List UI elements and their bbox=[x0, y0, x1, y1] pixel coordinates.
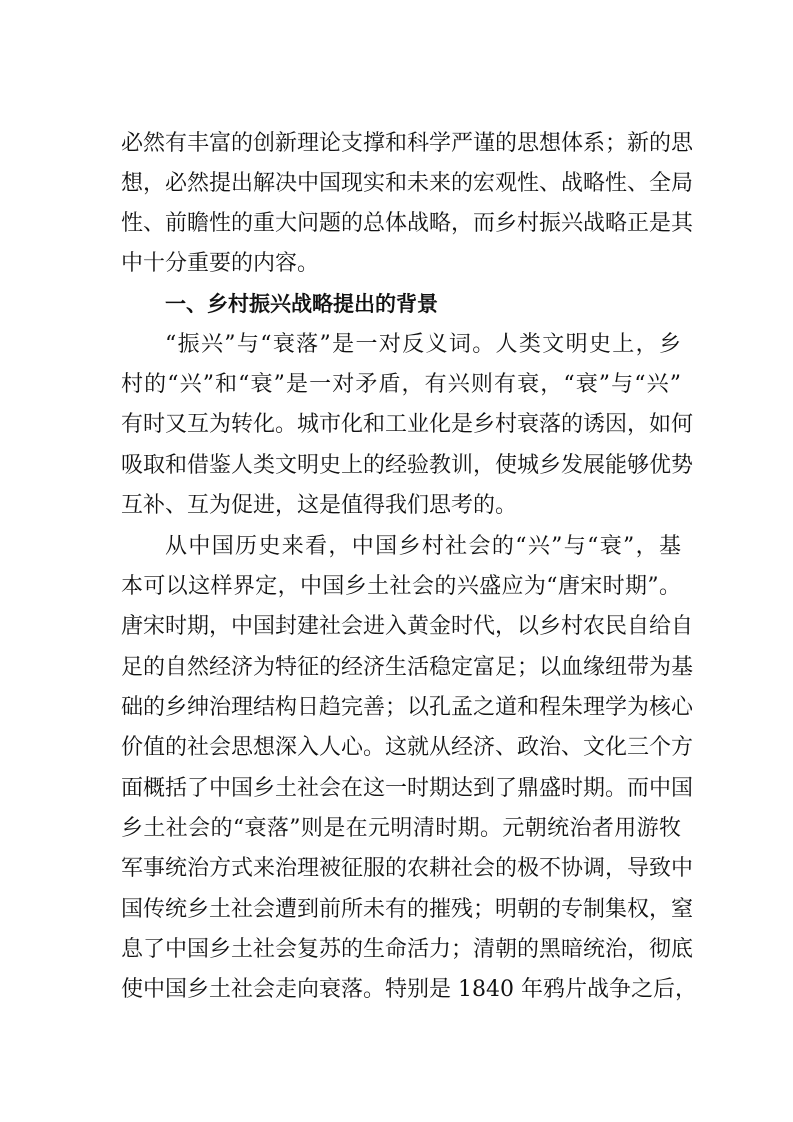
paragraph-2-line-4: 吸取和借鉴人类文明史上的经验教训，使城乡发展能够优势 bbox=[121, 453, 694, 478]
paragraph-3-line-9: 军事统治方式来治理被征服的农耕社会的极不协调，导致中 bbox=[121, 856, 694, 881]
paragraph-3-line-3: 唐宋时期，中国封建社会进入黄金时代，以乡村农民自给自 bbox=[121, 614, 694, 639]
paragraph-3-line-10: 国传统乡土社会遭到前所未有的摧残；明朝的专制集权，窒 bbox=[121, 897, 694, 922]
paragraph-3-line-1: 从中国历史来看，中国乡村社会的“兴”与“衰”，基 bbox=[165, 534, 681, 559]
paragraph-2-line-2: 村的“兴”和“衰”是一对矛盾，有兴则有衰，“衰”与“兴” bbox=[121, 372, 681, 397]
paragraph-2-line-1: “振兴”与“衰落”是一对反义词。人类文明史上，乡 bbox=[165, 332, 681, 357]
paragraph-3-line-6: 价值的社会思想深入人心。这就从经济、政治、文化三个方 bbox=[121, 735, 694, 760]
paragraph-1-line-3: 性、前瞻性的重大问题的总体战略，而乡村振兴战略正是其 bbox=[121, 211, 694, 236]
paragraph-3-line-7: 面概括了中国乡土社会在这一时期达到了鼎盛时期。而中国 bbox=[121, 776, 694, 801]
paragraph-1-line-1: 必然有丰富的创新理论支撑和科学严谨的思想体系；新的思 bbox=[121, 131, 694, 156]
paragraph-3-line-4: 足的自然经济为特征的经济生活稳定富足；以血缘纽带为基 bbox=[121, 655, 694, 680]
paragraph-1-line-4: 中十分重要的内容。 bbox=[121, 251, 320, 276]
paragraph-3-line-2: 本可以这样界定，中国乡土社会的兴盛应为“唐宋时期”。 bbox=[121, 574, 681, 599]
paragraph-3-line-11: 息了中国乡土社会复苏的生命活力；清朝的黑暗统治，彻底 bbox=[121, 937, 694, 962]
section-heading: 一、乡村振兴战略提出的背景 bbox=[165, 292, 438, 316]
paragraph-3-line-5: 础的乡绅治理结构日趋完善；以孔孟之道和程朱理学为核心 bbox=[121, 695, 694, 720]
paragraph-3-line-8: 乡土社会的“衰落”则是在元明清时期。元朝统治者用游牧 bbox=[121, 816, 681, 841]
paragraph-2-line-5: 互补、互为促进，这是值得我们思考的。 bbox=[121, 493, 518, 518]
paragraph-3-line-12: 使中国乡土社会走向衰落。特别是 1840 年鸦片战争之后， bbox=[121, 977, 697, 1002]
paragraph-1-line-2: 想，必然提出解决中国现实和未来的宏观性、战略性、全局 bbox=[121, 171, 694, 196]
paragraph-2-line-3: 有时又互为转化。城市化和工业化是乡村衰落的诱因，如何 bbox=[121, 412, 694, 437]
